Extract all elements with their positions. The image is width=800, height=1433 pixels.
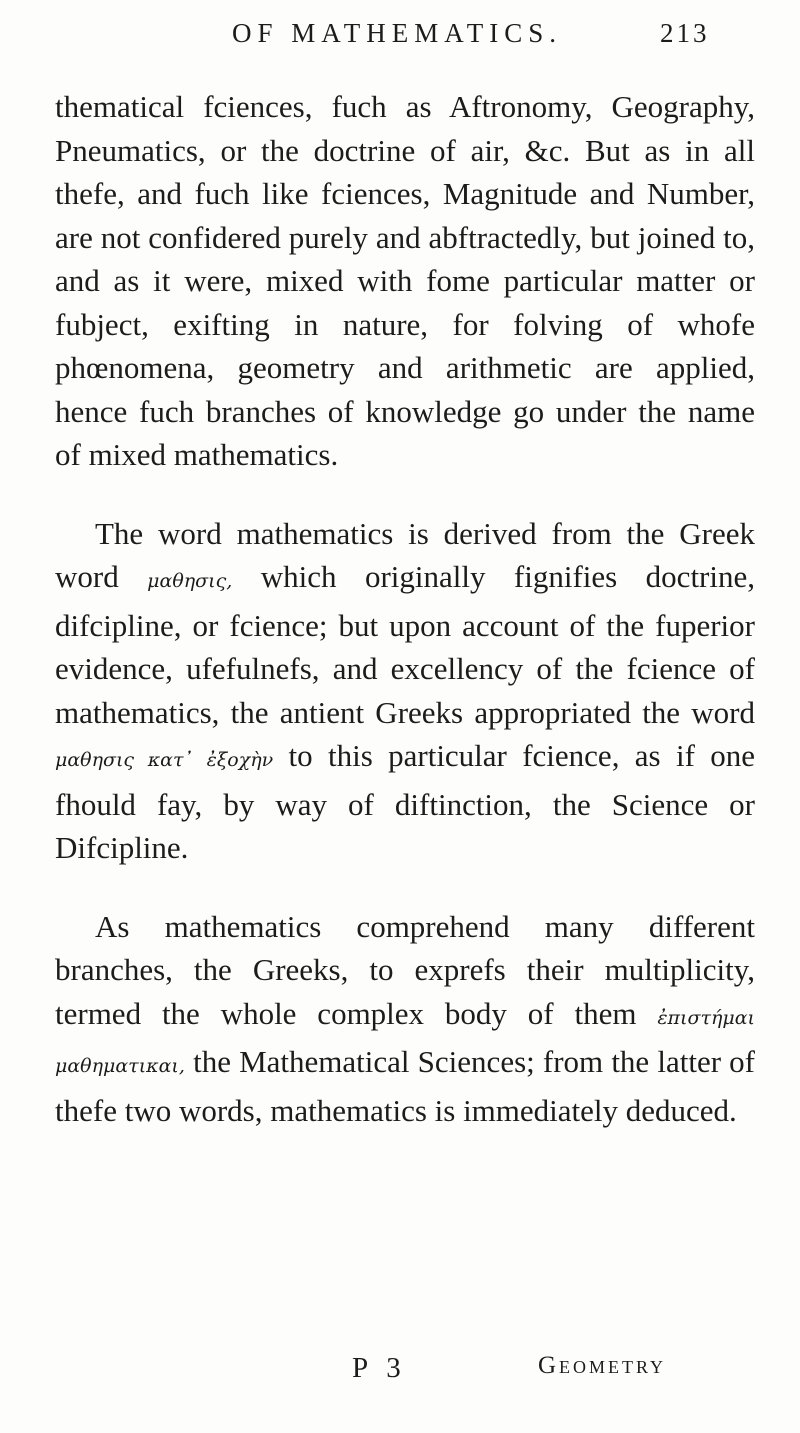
- paragraph-1: [55, 85, 755, 477]
- paragraph-2: [55, 512, 755, 870]
- paragraph-2-before: The word mathematics is derived from the Greek word: [55, 515, 755, 594]
- paragraph-2-middle: which originally fignifies doctrine, difcipline, or fcience; but upon account of the fuperior evidence, ufefulnefs, and excellency of the fcience of mathematics, the antient Greeks appropriated the word: [55, 559, 756, 730]
- greek-phrase-kat-exochen: μαθησις κατ᾽ ἐξοχὴν: [55, 749, 274, 771]
- paragraph-2-after: to this particular fcience, as if one fhould fay, by way of diftinction, the Science or Difcipline.: [55, 738, 755, 865]
- page-footer: [0, 1352, 800, 1396]
- paragraph-1-text: thematical fciences, fuch as Aftronomy, Geography, Pneumatics, or the doctrine of air, &c. But as in all thefe, and fuch like fciences, Magnitude and Number, are not confidered purely and abftractedly, but joined to, and as it were, mixed with fome particular matter or fubject, exifting in nature, for folving of whofe phœnomena, geometry and arithmetic are applied, hence fuch branches of knowledge go under the name of mixed mathematics.: [55, 89, 755, 472]
- running-head-title: OF MATHEMATICS.: [232, 18, 563, 48]
- page-number: 213: [660, 18, 710, 48]
- body-text: [55, 85, 755, 1132]
- paragraph-3-after: the Mathematical Sciences; from the latter of thefe two words, mathematics is immediately deduced.: [55, 1044, 756, 1128]
- paragraph-3: [55, 905, 755, 1133]
- running-head: [0, 18, 800, 58]
- paragraph-3-before: As mathematics comprehend many different branches, the Greeks, to exprefs their multiplicity, termed the whole complex body of them: [55, 908, 755, 1031]
- catchword: Geometry: [538, 1352, 667, 1379]
- signature-mark: P 3: [352, 1352, 407, 1384]
- greek-word-mathesis: μαθησις,: [147, 570, 233, 592]
- greek-phrase-epistemai: ἐπιστήμαι μαθηματικαι,: [55, 1006, 755, 1077]
